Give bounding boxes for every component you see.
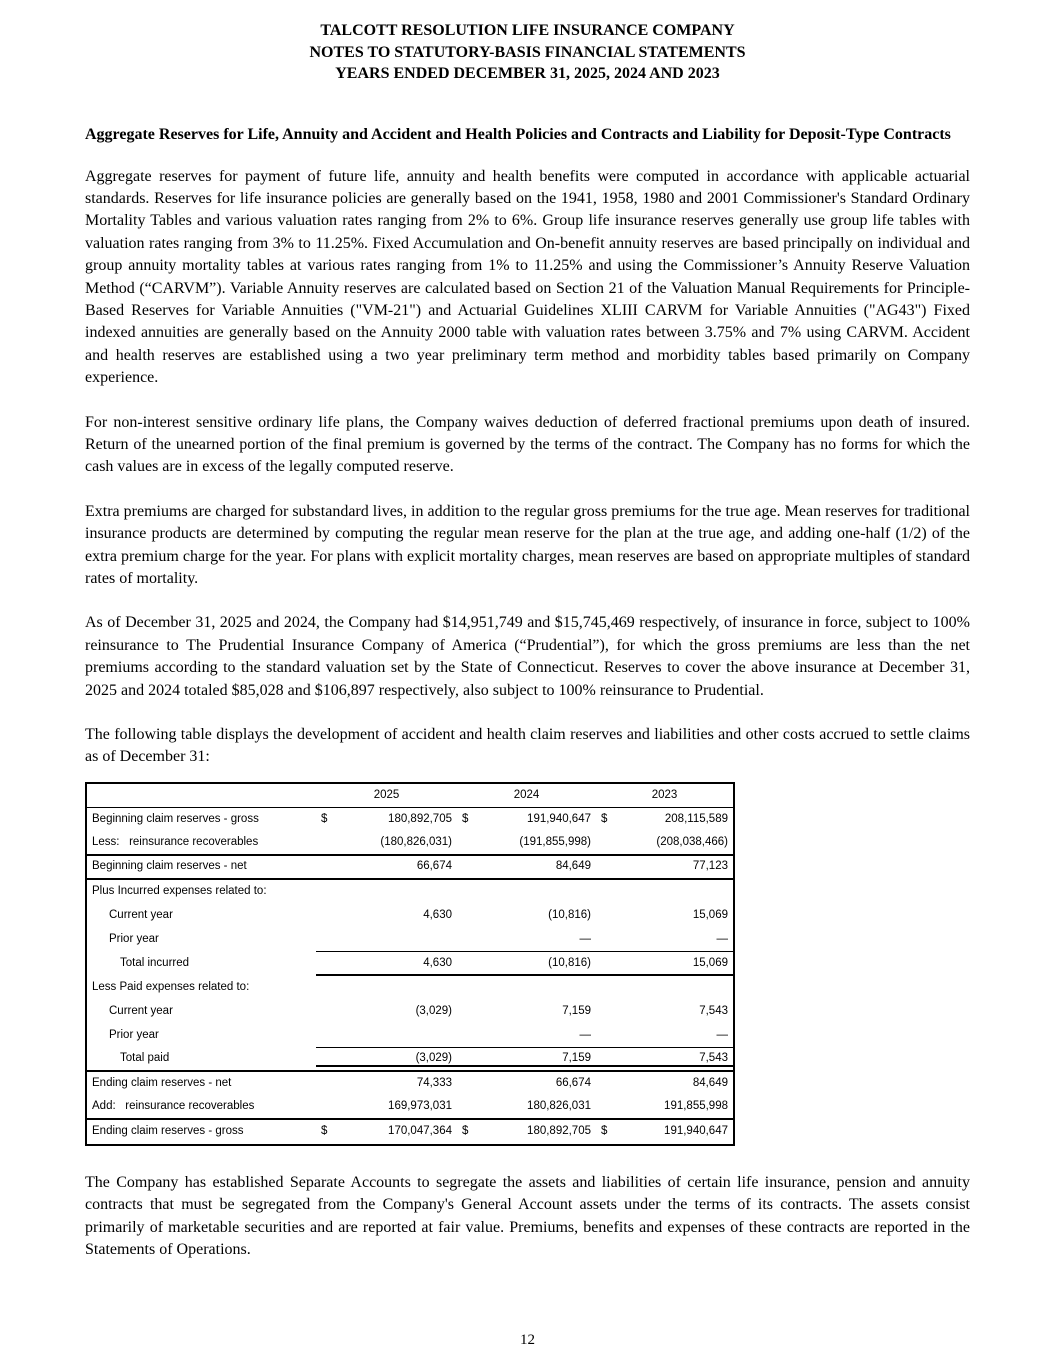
- row-label: Ending claim reserves - gross: [92, 1125, 244, 1138]
- row-label: Beginning claim reserves - net: [92, 860, 247, 873]
- value-2025: 4,630: [423, 909, 452, 922]
- row-values: [316, 1000, 733, 1024]
- row-values: [316, 1024, 733, 1048]
- table-row-total-paid: [87, 1048, 733, 1072]
- value-2024: —: [579, 933, 591, 946]
- value-2024: 191,940,647: [527, 813, 591, 826]
- value-2023: 208,115,589: [664, 813, 728, 826]
- value-2025: 170,047,364: [388, 1125, 452, 1138]
- paragraph-insurance-in-force: As of December 31, 2025 and 2024, the Company had $14,951,749 and $15,745,469 respectively, of insurance in force, subject to 100% reinsurance to The Prudential Insurance Company of America (“Prudential”), for which the gross premiums are less than the net premiums according to the standard valuation set by the State of Connecticut. Reserves to cover the above insurance at December 31, 2025 and 2024 totaled $85,028 and $106,897 respectively, also subject to 100% reinsurance to Prudential.: [85, 614, 970, 699]
- row-label: Less: reinsurance recoverables: [92, 836, 259, 849]
- section-heading: Aggregate Reserves for Life, Annuity and Accident and Health Policies and Contracts and Liability for Deposit-Type Contracts: [85, 125, 951, 143]
- table-row-paid-prior-year: [87, 1024, 733, 1048]
- row-values: [316, 1072, 733, 1096]
- value-2024: 7,159: [562, 1052, 591, 1065]
- value-2023: 84,649: [692, 1077, 728, 1090]
- row-label: Less Paid expenses related to:: [92, 981, 250, 994]
- dollar-sign: $: [462, 813, 469, 826]
- row-label: Current year: [109, 1005, 173, 1018]
- value-2025: 4,630: [423, 957, 452, 970]
- row-values: [316, 880, 733, 904]
- row-values: [316, 808, 733, 832]
- value-2025: 180,892,705: [388, 813, 452, 826]
- table-header-row: [87, 784, 733, 808]
- row-label: Beginning claim reserves - gross: [92, 813, 259, 826]
- value-2024: —: [579, 1029, 591, 1042]
- row-label: Plus Incurred expenses related to:: [92, 885, 267, 898]
- table-row-total-incurred: [87, 952, 733, 976]
- company-name: TALCOTT RESOLUTION LIFE INSURANCE COMPANY: [320, 22, 735, 39]
- page-number: 12: [520, 1332, 535, 1348]
- value-2023: 15,069: [692, 909, 728, 922]
- value-2024: 7,159: [562, 1005, 591, 1018]
- dollar-sign: $: [321, 1125, 328, 1138]
- value-2024: (10,816): [548, 909, 591, 922]
- table-row-plus-incurred-header: [87, 880, 733, 904]
- value-2023: 191,940,647: [664, 1125, 728, 1138]
- header-years: [316, 784, 733, 807]
- row-values: [316, 928, 733, 952]
- paragraph-extra-premiums: Extra premiums are charged for substandard lives, in addition to the regular gross premiums for the true age. Mean reserves for traditional insurance products are determined by computing the regular mean reserve for the plan at the true age, and adding one-half (1/2) of the extra premium charge for the year. For plans with explicit mortality charges, mean reserves are based on appropriate multiples of standard rates of mortality.: [85, 502, 970, 587]
- value-2024: 180,826,031: [527, 1100, 591, 1113]
- row-values: [316, 976, 733, 1000]
- paragraph-ordinary-life-plans: For non-interest sensitive ordinary life plans, the Company waives deduction of deferred fractional premiums upon death of insured. Return of the unearned portion of the final premium is governed by the terms of the contract. The Company has no forms for which the cash values are in excess of the legally computed reserve.: [85, 413, 970, 476]
- row-label: Prior year: [109, 1029, 159, 1042]
- paragraph-table-intro: The following table displays the development of accident and health claim reserves and liabilities and other costs accrued to settle claims as of December 31:: [85, 726, 970, 766]
- row-values: [316, 856, 733, 878]
- value-2025: (180,826,031): [380, 836, 452, 849]
- row-label: Add: reinsurance recoverables: [92, 1100, 255, 1113]
- value-2023: —: [716, 1029, 728, 1042]
- dollar-sign: $: [321, 813, 328, 826]
- value-2023: (208,038,466): [656, 836, 728, 849]
- value-2023: 191,855,998: [664, 1100, 728, 1113]
- row-values: [316, 1096, 733, 1118]
- value-2025: 169,973,031: [388, 1100, 452, 1113]
- table-row-paid-current-year: [87, 1000, 733, 1024]
- value-2024: (191,855,998): [519, 836, 591, 849]
- row-label: Current year: [109, 909, 173, 922]
- value-2023: —: [716, 933, 728, 946]
- dollar-sign: $: [462, 1125, 469, 1138]
- row-values: [316, 1120, 733, 1144]
- value-2025: 66,674: [416, 860, 452, 873]
- dollar-sign: $: [601, 1125, 608, 1138]
- value-2024: 84,649: [555, 860, 591, 873]
- period-line: YEARS ENDED DECEMBER 31, 2025, 2024 AND 2023: [335, 65, 720, 82]
- value-2023: 77,123: [692, 860, 728, 873]
- value-2025: 74,333: [416, 1077, 452, 1090]
- value-2024: (10,816): [548, 957, 591, 970]
- value-2023: 7,543: [699, 1005, 728, 1018]
- document-header: [85, 20, 970, 85]
- row-label: Ending claim reserves - net: [92, 1077, 232, 1090]
- value-2023: 7,543: [699, 1052, 728, 1065]
- paragraph-aggregate-reserves: Aggregate reserves for payment of future life, annuity and health benefits were computed in accordance with applicable actuarial standards. Reserves for life insurance policies are generally based on the 1941, 1958, 1980 and 2001 Commissioner's Standard Ordinary Mortality Tables and various valuation rates ranging from 2% to 6%. Group life insurance reserves generally use group life tables with valuation rates ranging from 3% to 11.25%. Fixed Accumulation and On-benefit annuity reserves are based principally on individual and group annuity mortality tables at various rates ranging from 1% to 11.25% and using the Commissioner’s Annuity Reserve Valuation Method (“CARVM”). Variable Annuity reserves are calculated based on Section 21 of the Valuation Manual Requirements for Principle-Based Reserves for Variable Annuities ("VM-21") and Actuarial Guidelines XLIII CARVM for Variable Annuities ("AG43") Fixed indexed annuities are generally based on the Annuity 2000 table with valuation rates between 3.75% and 7% using CARVM. Accident and health reserves are established using a two year preliminary term method and morbidity tables based primarily on Company experience.: [85, 167, 970, 387]
- value-2023: 15,069: [692, 957, 728, 970]
- col-header-2023: 2023: [651, 788, 678, 801]
- row-values: [316, 1048, 733, 1070]
- table-row-less-reinsurance: [87, 832, 733, 856]
- table-row-less-paid-header: [87, 976, 733, 1000]
- table-row-ending-net: [87, 1072, 733, 1096]
- row-label: Total incurred: [120, 957, 190, 970]
- paragraph-separate-accounts: The Company has established Separate Accounts to segregate the assets and liabilities of certain life insurance, pension and annuity contracts that must be segregated from the Company's General Account assets under the terms of its contracts. The assets consist primarily of marketable securities and are reported at fair value. Premiums, benefits and expenses of these contracts are reported in the Statements of Operations.: [85, 1173, 970, 1259]
- value-2024: 180,892,705: [527, 1125, 591, 1138]
- value-2025: (3,029): [415, 1005, 452, 1018]
- value-2025: (3,029): [415, 1052, 452, 1065]
- table-row-incurred-prior-year: [87, 928, 733, 952]
- row-values: [316, 904, 733, 928]
- table-row-beginning-gross: [87, 808, 733, 832]
- col-header-2024: 2024: [513, 788, 540, 801]
- row-values: [316, 952, 733, 976]
- table-row-ending-gross: [87, 1120, 733, 1144]
- table-row-incurred-current-year: [87, 904, 733, 928]
- table-row-beginning-net: [87, 856, 733, 880]
- table-row-add-reinsurance: [87, 1096, 733, 1120]
- claims-development-table: [85, 782, 735, 1146]
- row-label: Total paid: [120, 1052, 170, 1065]
- col-header-2025: 2025: [373, 788, 400, 801]
- value-2024: 66,674: [555, 1077, 591, 1090]
- document-title: NOTES TO STATUTORY-BASIS FINANCIAL STATEMENTS: [309, 43, 746, 61]
- row-label: Prior year: [109, 933, 159, 946]
- dollar-sign: $: [601, 813, 608, 826]
- header-spacer: [87, 784, 316, 807]
- row-values: [316, 832, 733, 854]
